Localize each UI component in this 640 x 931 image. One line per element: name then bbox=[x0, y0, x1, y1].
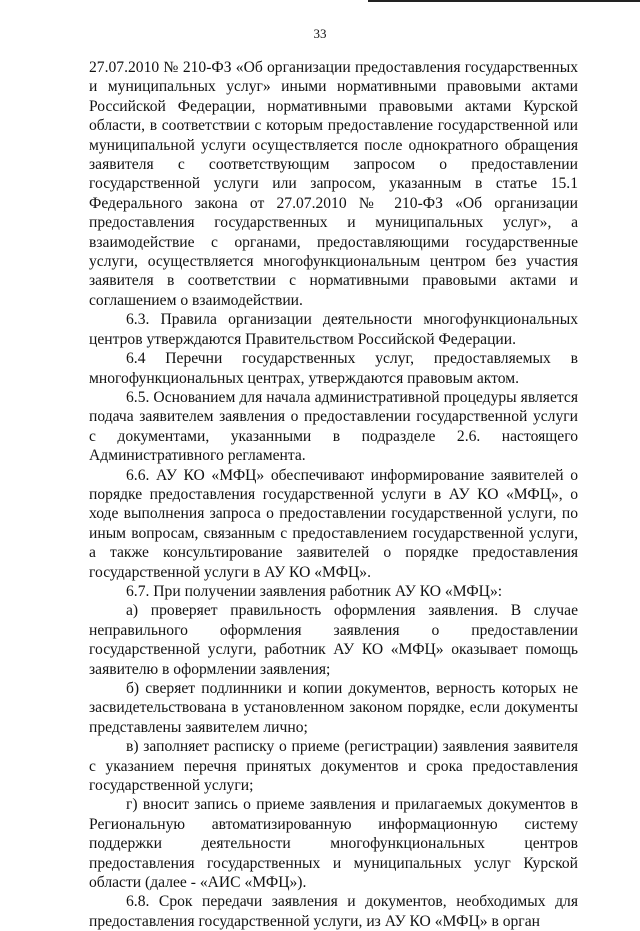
paragraph-6-5: 6.5. Основанием для начала административной процедуры является подача заявителем заявления о предоставлении государственной услуги с документами, указанными в подразделе 2.6. настоящего Административного регламента. bbox=[89, 388, 578, 465]
paragraph-6-7-v: в) заполняет расписку о приеме (регистрации) заявления заявителя с указанием перечня принятых документов и срока предоставления государственной услуги; bbox=[89, 738, 578, 795]
paragraph-6-6: 6.6. АУ КО «МФЦ» обеспечивают информирование заявителей о порядке предоставления государственной услуги в АУ КО «МФЦ», о ходе выполнения запроса о предоставлении государственной услуги, по иным вопросам, связанным с предоставлением государственной услуги, а также консультирование заявителей о порядке предоставления государственной услуги в АУ КО «МФЦ». bbox=[89, 466, 578, 581]
paragraph-6-7: 6.7. При получении заявления работник АУ КО «МФЦ»: bbox=[126, 582, 503, 600]
paragraph-6-7-b: б) сверяет подлинники и копии документов, верность которых не засвидетельствована в установленном законом порядке, если документы представлены заявителем лично; bbox=[89, 680, 578, 736]
paragraph-6-8: 6.8. Срок передачи заявления и документов, необходимых для предоставления государственной услуги, из АУ КО «МФЦ» в орган bbox=[89, 893, 578, 930]
top-rule bbox=[368, 0, 640, 2]
page-number: 33 bbox=[313, 26, 327, 41]
document-body bbox=[89, 58, 578, 931]
paragraph-6-3: 6.3. Правила организации деятельности многофункциональных центров утверждаются Правительством Российской Федерации. bbox=[89, 311, 578, 348]
paragraph-6-4: 6.4 Перечни государственных услуг, предоставляемых в многофункциональных центрах, утверждаются правовым актом. bbox=[89, 350, 578, 387]
paragraph-6-7-a: а) проверяет правильность оформления заявления. В случае неправильного оформления заявления о предоставлении государственной услуги, работник АУ КО «МФЦ» оказывает помощь заявителю в оформлении заявления; bbox=[89, 602, 578, 678]
paragraph-continuation: 27.07.2010 № 210-ФЗ «Об организации предоставления государственных и муниципальных услуг» иными нормативными правовыми актами Российской Федерации, нормативными правовыми актами Курской области, в соответствии с которым предоставление государственной или муниципальной услуги осуществляется после однократного обращения заявителя с соответствующим запросом о предоставлении государственной услуги или запросом, указанным в статье 15.1 Федерального закона от 27.07.2010 № 210-ФЗ «Об организации предоставления государственных и муниципальных услуг», а взаимодействие с органами, предоставляющими государственные услуги, осуществляется многофункциональным центром без участия заявителя в соответствии с нормативными правовыми актами и соглашением о взаимодействии. bbox=[89, 59, 578, 309]
paragraph-6-7-g: г) вносит запись о приеме заявления и прилагаемых документов в Региональную автоматизированную информационную систему поддержки деятельности многофункциональных центров предоставления государственных и муниципальных услуг Курской области (далее - «АИС «МФЦ»). bbox=[89, 796, 578, 892]
